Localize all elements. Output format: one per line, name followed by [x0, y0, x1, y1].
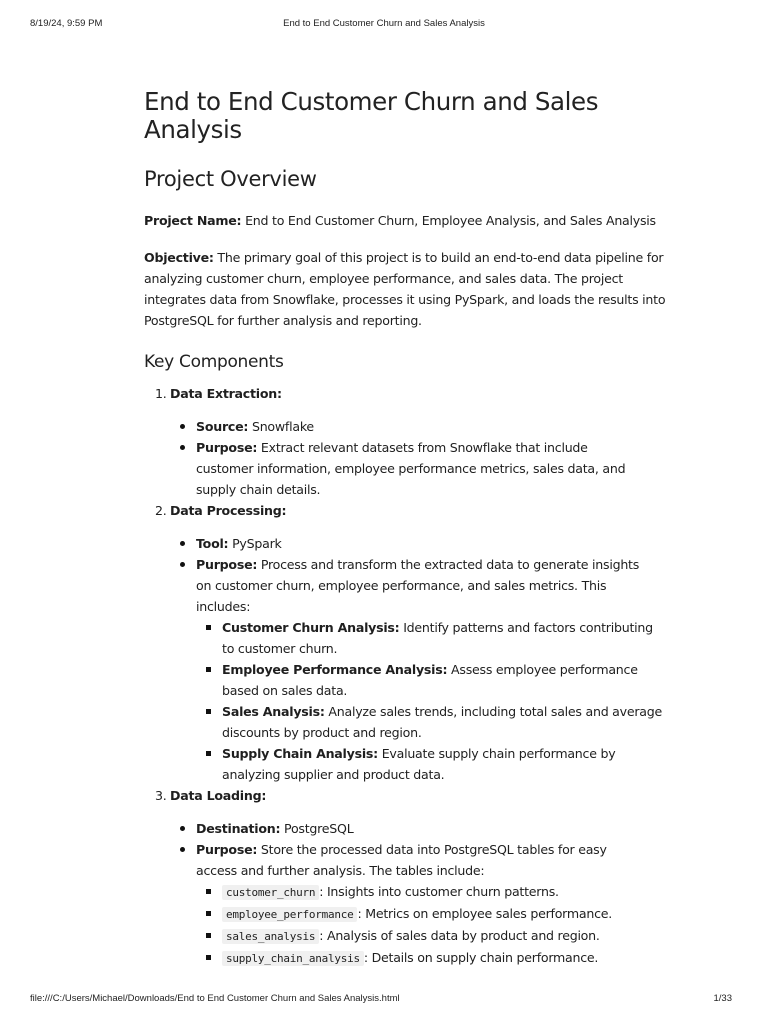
section-heading-key-components: Key Components [144, 352, 284, 372]
section-heading-overview: Project Overview [144, 167, 317, 191]
item-label: Purpose: [196, 842, 258, 857]
item-label: Purpose: [196, 440, 258, 455]
step-data-processing [144, 500, 676, 785]
print-title: End to End Customer Churn and Sales Analysis [283, 18, 485, 29]
subitem-label: Sales Analysis: [222, 704, 325, 719]
sublist-item [196, 903, 662, 925]
objective-paragraph [144, 247, 676, 331]
step-number: 1. [155, 386, 167, 401]
item-text: Process and transform the extracted data to generate insights on customer churn, employee performance, and sales metrics. This includes: [196, 557, 640, 614]
item-text: PySpark [228, 536, 282, 551]
project-name-label: Project Name: [144, 213, 242, 228]
tables-sublist [196, 881, 641, 969]
table-description: : Analysis of sales data by product and region. [319, 928, 600, 943]
sublist-item [196, 925, 662, 947]
subitem-text: Evaluate supply chain performance by analyzing supplier and product data. [222, 746, 616, 782]
list-item [170, 818, 641, 839]
document-title: End to End Customer Churn and Sales Analysis [144, 87, 599, 144]
sublist-item [196, 881, 662, 903]
item-text: Store the processed data into PostgreSQL tables for easy access and further analysis. The tables include: [196, 842, 607, 878]
item-text: PostgreSQL [280, 821, 354, 836]
subitem-text: Analyze sales trends, including total sales and average discounts by product and region. [222, 704, 662, 740]
table-name-code: sales_analysis [222, 929, 319, 944]
table-description: : Metrics on employee sales performance. [357, 906, 613, 921]
objective-value: The primary goal of this project is to build an end-to-end data pipeline for analyzing customer churn, employee performance, and sales data. The project integrates data from Snowflake, processes it using PySpark, and loads the results into PostgreSQL for further analysis and reporting. [144, 250, 666, 328]
table-description: : Insights into customer churn patterns. [319, 884, 559, 899]
sublist-item [196, 659, 662, 701]
table-name-code: supply_chain_analysis [222, 951, 364, 966]
list-item [170, 416, 641, 437]
item-label: Tool: [196, 536, 229, 551]
sublist-item [196, 947, 662, 969]
item-label: Purpose: [196, 557, 258, 572]
step-items [170, 416, 676, 500]
subitem-label: Supply Chain Analysis: [222, 746, 378, 761]
step-number: 2. [155, 503, 167, 518]
print-page-number: 1/33 [713, 993, 732, 1004]
subitem-text: Identify patterns and factors contributing to customer churn. [222, 620, 653, 656]
analysis-sublist [196, 617, 662, 785]
print-header [0, 18, 768, 32]
sublist-item [196, 743, 662, 785]
subitem-label: Customer Churn Analysis: [222, 620, 400, 635]
list-item [170, 533, 641, 554]
list-item [170, 839, 641, 969]
step-number: 3. [155, 788, 167, 803]
subitem-label: Employee Performance Analysis: [222, 662, 448, 677]
step-data-extraction [144, 383, 676, 500]
step-title: Data Extraction: [170, 386, 282, 401]
step-title: Data Processing: [170, 503, 287, 518]
list-item [170, 437, 641, 500]
table-name-code: employee_performance [222, 907, 357, 922]
table-description: : Details on supply chain performance. [363, 950, 599, 965]
step-items [170, 533, 676, 785]
print-file-path: file:///C:/Users/Michael/Downloads/End to End Customer Churn and Sales Analysis.html [30, 993, 400, 1004]
objective-label: Objective: [144, 250, 214, 265]
item-text: Snowflake [248, 419, 314, 434]
project-name-value: End to End Customer Churn, Employee Analysis, and Sales Analysis [241, 213, 656, 228]
print-footer [0, 993, 768, 1007]
item-label: Destination: [196, 821, 281, 836]
sublist-item [196, 701, 662, 743]
sublist-item [196, 617, 662, 659]
project-name-paragraph [144, 210, 676, 231]
document-body [144, 88, 676, 969]
list-item [170, 554, 662, 785]
step-data-loading [144, 785, 676, 969]
item-text: Extract relevant datasets from Snowflake that include customer information, employee performance metrics, sales data, and supply chain details. [196, 440, 626, 497]
table-name-code: customer_churn [222, 885, 319, 900]
components-list [144, 383, 676, 969]
step-items [170, 818, 676, 969]
step-title: Data Loading: [170, 788, 267, 803]
print-datetime: 8/19/24, 9:59 PM [30, 18, 103, 29]
subitem-text: Assess employee performance based on sales data. [222, 662, 638, 698]
item-label: Source: [196, 419, 249, 434]
